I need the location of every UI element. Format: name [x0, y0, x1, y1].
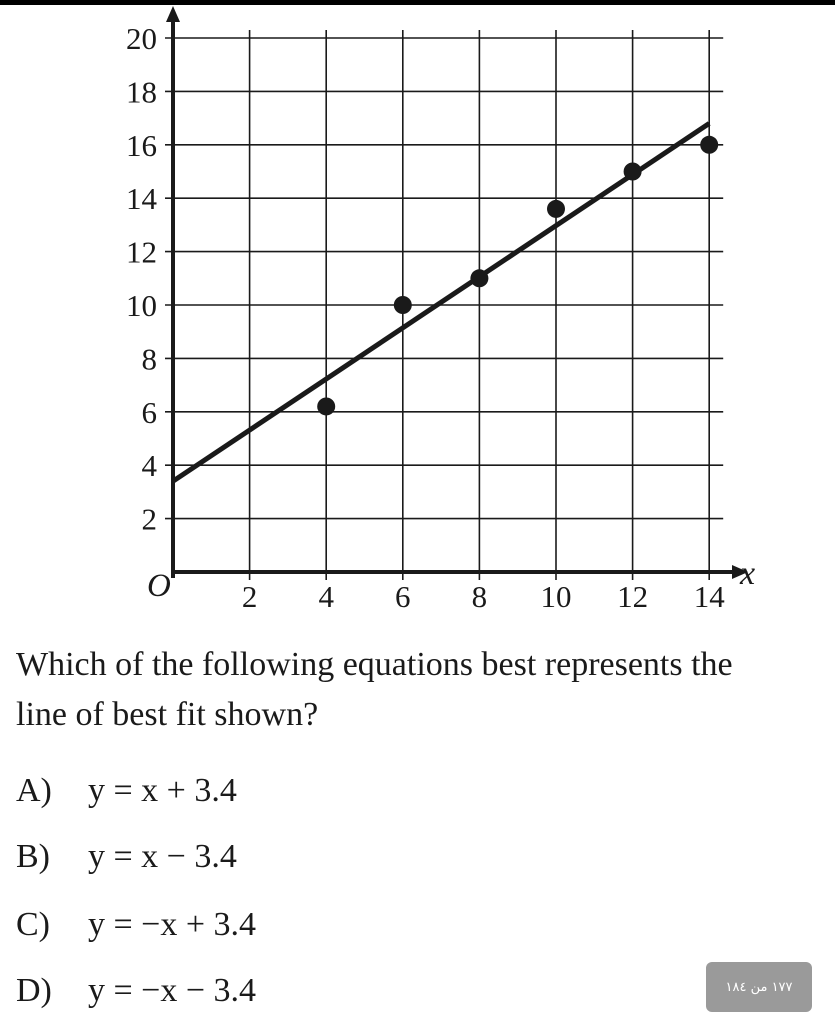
x-axis-label: x: [740, 555, 756, 592]
y-tick-label-16: 16: [126, 127, 157, 163]
data-point-10: [547, 200, 565, 218]
option-b[interactable]: [16, 838, 237, 876]
y-tick-label-2: 2: [141, 501, 157, 537]
y-tick-label-14: 14: [126, 181, 157, 217]
option-a-equation: y = x + 3.4: [88, 772, 237, 809]
page-counter-text: ١٧٧ من ١٨٤: [725, 979, 793, 995]
question-line-2: line of best fit shown?: [16, 696, 319, 733]
data-point-12: [624, 163, 642, 181]
option-d-letter: D): [16, 972, 52, 1009]
data-point-14: [700, 136, 718, 154]
y-tick-label-4: 4: [141, 448, 157, 484]
option-a[interactable]: [16, 772, 237, 810]
y-axis-arrow: [166, 6, 180, 22]
option-c-equation: y = −x + 3.4: [88, 906, 257, 943]
chart-grid: [165, 30, 723, 580]
option-a-letter: A): [16, 772, 52, 809]
x-tick-label-10: 10: [540, 579, 572, 614]
x-tick-label-8: 8: [471, 579, 488, 614]
x-tick-label-12: 12: [617, 579, 649, 614]
data-point-8: [470, 269, 488, 287]
data-points: [317, 136, 718, 416]
x-tick-label-14: 14: [693, 579, 725, 614]
y-tick-label-12: 12: [126, 234, 157, 270]
x-tick-label-2: 2: [241, 579, 258, 614]
data-point-4: [317, 397, 335, 415]
y-tick-label-8: 8: [141, 341, 157, 377]
option-d[interactable]: [16, 972, 256, 1010]
page-counter-badge[interactable]: [706, 962, 812, 1012]
option-c-letter: C): [16, 906, 50, 943]
option-b-equation: y = x − 3.4: [88, 838, 237, 875]
question-line-1: Which of the following equations best represents the: [16, 646, 733, 683]
x-tick-label-6: 6: [395, 579, 411, 614]
y-tick-label-6: 6: [141, 394, 157, 430]
option-d-equation: y = −x − 3.4: [88, 972, 257, 1009]
question-text: [16, 640, 835, 740]
data-point-6: [394, 296, 412, 314]
y-tick-label-10: 10: [126, 288, 157, 323]
x-tick-label-4: 4: [318, 579, 334, 614]
chart-tick-labels: [126, 21, 755, 614]
option-c[interactable]: [16, 906, 256, 944]
origin-label: O: [147, 568, 171, 604]
option-b-letter: B): [16, 838, 50, 875]
y-tick-label-18: 18: [126, 74, 157, 110]
y-tick-label-20: 20: [126, 21, 157, 56]
